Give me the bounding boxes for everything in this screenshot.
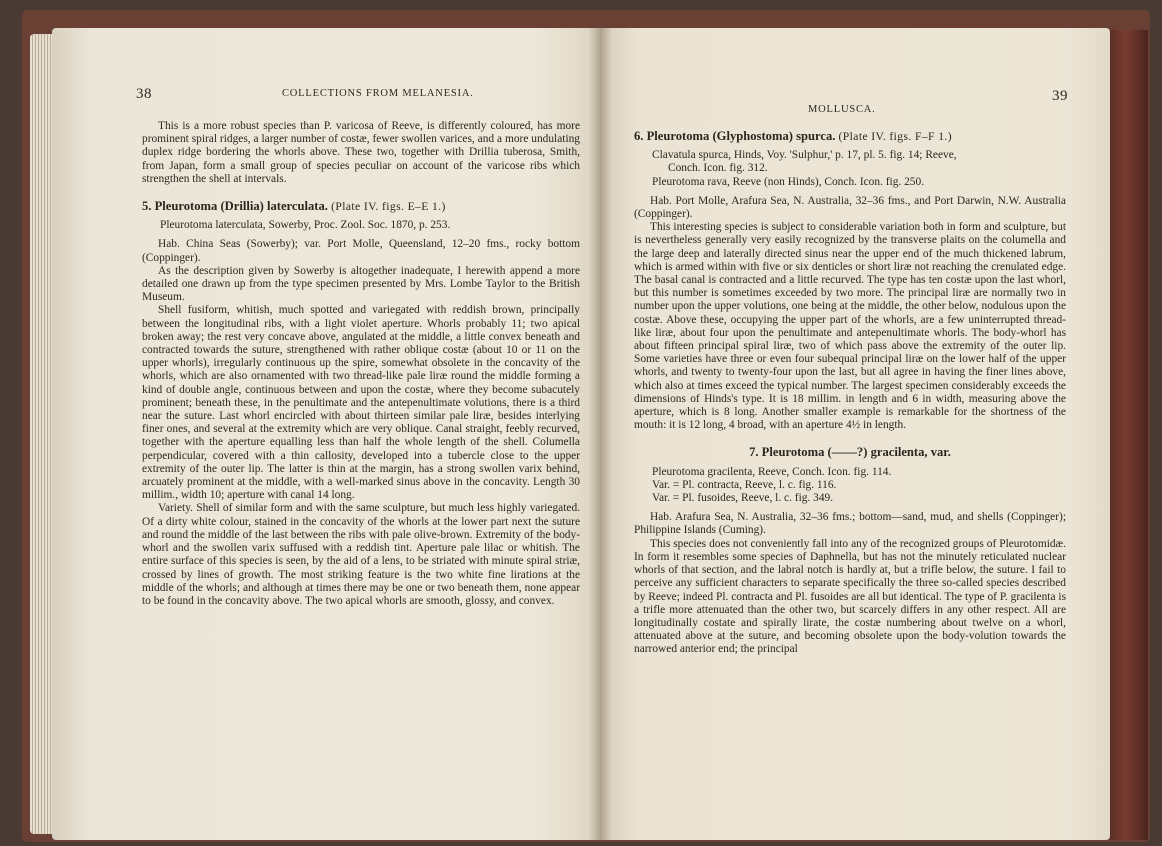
species-6-synonym-1b: Conch. Icon. fig. 312. [668, 162, 768, 175]
species-5-para-1: As the description given by Sowerby is altogether inadequate, I herewith append a more detailed one drawn up from the type specimen presented by Mrs. Lombe Taylor to the British Museum. [142, 264, 580, 304]
species-6-para-1: This interesting species is subject to considerable variation both in form and sculpture, but is nevertheless generally very easily recognized by the transverse plaits on the columella and the large deep and laterally directed sinus near the upper end of the much thickened labrum, which is armed within with five or six denticles or short liræ not reaching the crenulated edge. The basal canal is contracted and a little recurved. The type has ten costæ upon the last whorl, but this number is sometimes exceeded by two more. The principal liræ are normally two in number upon the upper volutions, one being at the middle, the other below, nodulous upon the costæ. Above these, occupying the upper part of the whorls, are a few uninterrupted thread-like liræ, about four upon the penultimate and antepenultimate whorls. The body-whorl has about fifteen principal spiral liræ, two of which pass above the extremity of the outer lip. Some varieties have three or even four subequal principal liræ on the lower half of the upper whorls, and twenty to twenty-four upon the last, but all agree in having the finer lines above, which also at times exceed the typical number. The largest specimen considerably exceeds the dimensions of Hinds's type. It is 18 millim. in length and 6 in width, measuring above the aperture, which is 8 long. Another smaller example is remarkable for the shortness of the mouth: it is 12 long, 4 broad, with an aperture 4½ in length. [634, 221, 1066, 432]
species-7-heading [634, 446, 1066, 459]
species-6-title: 6. Pleurotoma (Glyphostoma) spurca. [634, 129, 836, 143]
species-7-title: 7. Pleurotoma (——?) gracilenta, var. [749, 445, 951, 460]
species-6-habitat: Hab. Port Molle, Arafura Sea, N. Australia, 32–36 fms., and Port Darwin, N.W. Australia (Coppinger). [634, 194, 1066, 221]
right-running-title: MOLLUSCA. [808, 104, 876, 115]
species-6-synonym-2: Pleurotoma rava, Reeve (non Hinds), Conch. Icon. fig. 250. [652, 175, 925, 188]
species-5-title: 5. Pleurotoma (Drillia) laterculata. [142, 199, 328, 214]
species-6-heading [634, 130, 1066, 143]
species-5-plate: (Plate IV. figs. E–E 1.) [331, 200, 446, 214]
left-page-number: 38 [136, 86, 152, 102]
species-5-habitat: Hab. China Seas (Sowerby); var. Port Molle, Queensland, 12–20 fms., rocky bottom (Coppinger). [142, 238, 580, 264]
species-7-synonym-2: Var. = Pl. contracta, Reeve, l. c. fig. 116. [652, 478, 837, 491]
species-6-synonym-1: Clavatula spurca, Hinds, Voy. 'Sulphur,' p. 17, pl. 5. fig. 14; Reeve, [652, 149, 957, 162]
left-running-title: COLLECTIONS FROM MELANESIA. [282, 88, 474, 99]
right-page [600, 28, 1110, 840]
species-5-para-3: Variety. Shell of similar form and with the same sculpture, but much less highly variegated. Of a dirty white colour, stained in the concavity of the whorls at the lower part next the suture and round the middle of the last between the ribs with pale olive-brown. Extremity of the body-whorl and the swollen varix suffused with a reddish tint. Aperture pale lilac or whitish. The entire surface of this species is seen, by the aid of a lens, to be striated with minute spiral striæ, crossed by lines of growth. The most striking feature is the two white fine lirations at the middle of the whorls; and although at times there may be one or two beneath them, none appear to be found in the concavity above. The two apical whorls are smooth, glossy, and convex. [142, 502, 580, 607]
species-7-synonym-1: Pleurotoma gracilenta, Reeve, Conch. Icon. fig. 114. [652, 465, 892, 478]
right-page-number: 39 [1052, 88, 1068, 104]
right-page-text [634, 130, 1066, 657]
species-7-synonym-3: Var. = Pl. fusoides, Reeve, l. c. fig. 349. [652, 492, 834, 505]
intro-paragraph: This is a more robust species than P. varicosa of Reeve, is differently coloured, has more prominent spiral ridges, a larger number of costæ, fewer swollen varices, and a more undulating duplex ridge bordering the whorls above. These two, together with Drillia tuberosa, Smith, from Japan, form a small group of species peculiar on account of the varicose ribs which strengthen the shell at intervals. [142, 120, 580, 185]
page-edges [30, 34, 54, 834]
species-5-synonym: Pleurotoma laterculata, Sowerby, Proc. Zool. Soc. 1870, p. 253. [160, 219, 451, 232]
species-5-para-2: Shell fusiform, whitish, much spotted and variegated with reddish brown, principally between the longitudinal ribs, with a light violet aperture. Whorls probably 11; two apical broken away; the rest very concave above, angulated at the middle, a little convex beneath and contracted towards the suture, strengthened with rather oblique costæ (about 10 or 11 on the upper whorls), irregularly continuous up the spire, somewhat obsolete in the concavity of the whorls, which are also ornamented with two thread-like pale liræ round the middle forming a kind of double angle, continuous between and upon the costæ, where they become subacutely prominent; beneath these, in the penultimate and the antepenultimate volutions, there is a third near the suture. Last whorl encircled with about thirteen similar pale liræ, besides interlying finer ones, and several at the extremity which are very oblique. Canal straight, feebly recurved, together with the aperture equalling less than half the whole length of the shell. Columella perpendicular, covered with a thin callosity, developed into a tubercle close to the upper extremity of the outer lip. The latter is thin at the margin, has a strong swollen varix behind, arcuately prominent at the middle, with a well-marked sinus above in the concavity. Length 30 millim., width 10; aperture with canal 14 long. [142, 304, 580, 502]
left-page-text [142, 120, 580, 608]
species-6-plate: (Plate IV. figs. F–F 1.) [838, 130, 952, 143]
book-gutter [588, 28, 612, 840]
open-book [22, 10, 1150, 842]
species-5-heading [142, 200, 580, 213]
species-7-para-1: This species does not conveniently fall into any of the recognized groups of Pleurotomidæ. In form it resembles some species of Daphnella, but has not the minutely reticulated nuclear whorls of that section, and the labral notch is hardly at, but a trifle below, the suture. I fail to perceive any sufficient characters to separate specifically the three so-called species described by Reeve; indeed Pl. contracta and Pl. fusoides are all but identical. The type of P. gracilenta is a trifle more attenuated than the other two, but scarcely differs in any other respect. All are longitudinally costate and spirally lirate, the costæ numbering about twelve on a whorl, attenuated above at the suture, and becoming obsolete upon the body-volution towards the narrowed anterior end; the principal [634, 537, 1066, 656]
book-cover-edge [1110, 30, 1148, 840]
species-7-habitat: Hab. Arafura Sea, N. Australia, 32–36 fms.; bottom—sand, mud, and shells (Coppinger); Philippine Islands (Cuming). [634, 511, 1066, 537]
left-page [52, 28, 600, 840]
